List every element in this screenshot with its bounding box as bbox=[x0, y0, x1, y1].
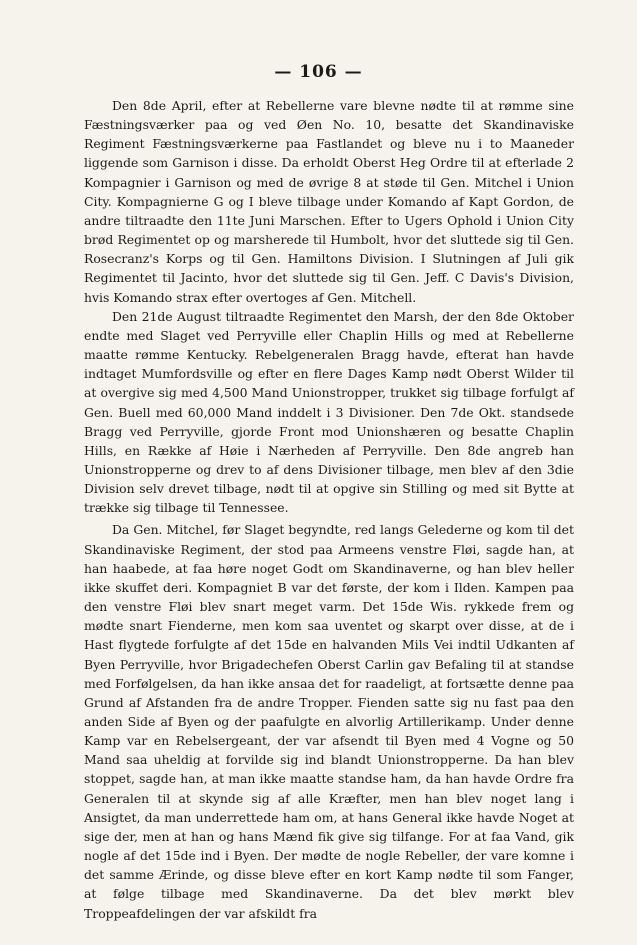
paragraph-april: Den 8de April, efter at Rebellerne vare blevne nødte til at rømme sine Fæstningsværker paa og ved Øen No. 10, besatte det Skandinaviske Regiment Fæstningsværkerne paa Fastlandet og bleve nu i to Maaneder liggende som Garnison i disse. Da erholdt Oberst Heg Ordre til at efterlade 2 Kompagnier i Garnison og med de øvrige 8 at støde til Gen. Mitchel i Union City. Kompagnierne G og I bleve tilbage under Komando af Kapt Gordon, de andre tiltraadte den 11te Juni Marschen. Efter to Ugers Ophold i Union City brød Regimentet op og marsherede til Humbolt, hvor det sluttede sig til Gen. Rosecranz's Korps og til Gen. Hamiltons Division. I Slutningen af Juli gik Regimentet til Jacinto, hvor det sluttede sig til Gen. Jeff. C Davis's Division, hvis Komando strax efter overtoges af Gen. Mitchell. bbox=[84, 98, 574, 305]
paragraph-august: Den 21de August tiltraadte Regimentet den Marsh, der den 8de Oktober endte med Slaget ved Perryville eller Chaplin Hills og med at Rebellerne maatte rømme Kentucky. Rebelgeneralen Bragg havde, efterat han havde indtaget Mumfordsville og efter en flere Dages Kamp nødt Oberst Wilder til at overgive sig med 4,500 Mand Unionstropper, trukket sig tilbage forfulgt af Gen. Buell med 60,000 Mand inddelt i 3 Divisioner. Den 7de Okt. standsede Bragg ved Perryville, gjorde Front mod Unionshæren og besatte Chaplin Hills, en Række af Høie i Nærheden af Perryville. Den 8de angreb han Unionstropperne og drev to af dens Divisioner tilbage, men blev af den 3die Division selv drevet tilbage, nødt til at opgive sin Stilling og med sit Bytte at trække sig tilbage til Tennessee. bbox=[84, 308, 574, 516]
paragraph-battle: Da Gen. Mitchel, før Slaget begyndte, red langs Gelederne og kom til det Skandinaviske Regiment, der stod paa Armeens venstre Fløi, sagde han, at han haabede, at faa høre noget Godt om Skandinaverne, og han blev heller ikke skuffet deri. Kompagniet B var det første, der kom i Ilden. Kampen paa den venstre Fløi blev snart meget varm. Det 15de Wis. rykkede frem og mødte snart Fienderne, men kom saa uventet og skarpt over disse, at de i Hast flygtede forfulgte af det 15de en halvanden Mils Vei indtil Udkanten af Byen Perryville, hvor Brigadechefen Oberst Carlin gav Befaling til at standse med Forfølgelsen, da han ikke ansaa det for raadeligt, at fortsætte denne paa Grund af Afstanden fra de andre Tropper. Fienden satte sig nu fast paa den anden Side af Byen og der paafulgte en alvorlig Artillerikamp. Under denne Kamp var en Rebelsergeant, der var afsendt til Byen med 4 Vogne og 50 Mand saa uheldig at forvilde sig ind blandt Unionstropperne. Da han blev stoppet, sagde han, at man ikke maatte standse ham, da han havde Ordre fra Generalen til at skynde sig af alle Kræfter, men han blev noget lang i Ansigtet, da man underrettede ham om, at hans General ikke havde Noget at sige der, men at han og hans Mænd fik give sig tilfange. For at faa Vand, gik nogle af det 15de ind i Byen. Der mødte de nogle Rebeller, der vare komne i det samme Ærinde, og disse bleve efter en kort Kamp nødte til som Fanger, at følge tilbage med Skandinaverne. Da det blev mørkt blev Troppeafdelingen der var afskildt fra bbox=[84, 522, 574, 921]
page-number: — 106 — bbox=[274, 62, 363, 82]
body-text bbox=[84, 96, 574, 923]
